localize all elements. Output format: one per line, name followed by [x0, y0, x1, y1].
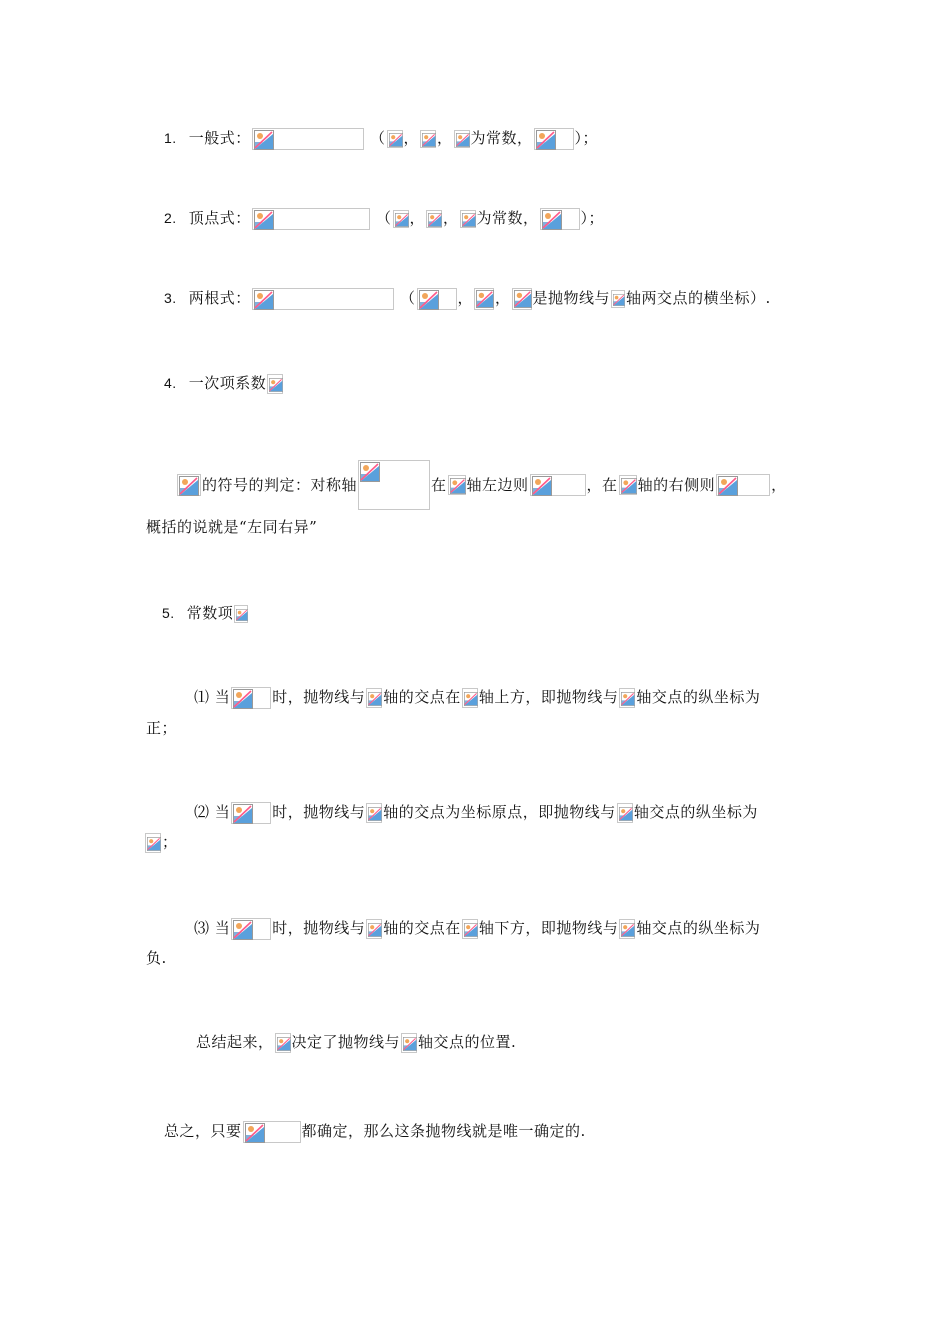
broken-image-icon [231, 918, 271, 940]
text: 轴的交点在 [383, 919, 461, 937]
text: （ [399, 289, 416, 307]
item-label: 一般式： [188, 129, 251, 147]
case-2-line [194, 802, 758, 824]
text: ）； [574, 129, 599, 147]
text: 总之，只要 [164, 1122, 242, 1140]
item-number: 2. [164, 210, 177, 226]
text: ， [403, 129, 420, 147]
item-label: 常数项 [186, 604, 234, 622]
case-number: ⑵ 当 [194, 803, 231, 821]
text: （ [369, 129, 386, 147]
text: 总结起来， [196, 1033, 274, 1051]
text: 轴的交点在 [383, 688, 461, 706]
text: 时，抛物线与 [272, 919, 366, 937]
item-number: 3. [164, 290, 177, 306]
broken-image-icon [619, 688, 635, 708]
broken-image-icon [420, 130, 436, 148]
text: （ [375, 209, 392, 227]
broken-image-icon [716, 474, 770, 496]
broken-image-icon [252, 208, 370, 230]
text: ， [771, 476, 787, 494]
broken-image-icon [252, 288, 394, 310]
broken-image-icon [474, 288, 494, 310]
text: 轴左边则 [466, 476, 529, 494]
text: 时，抛物线与 [272, 688, 366, 706]
broken-image-icon [275, 1033, 291, 1053]
broken-image-icon [460, 210, 476, 228]
item-vertex-form [164, 208, 604, 230]
broken-image-icon [177, 474, 201, 496]
broken-image-icon [530, 474, 586, 496]
text: ， [457, 289, 474, 307]
text: 在 [431, 476, 447, 494]
broken-image-icon [145, 833, 161, 853]
broken-image-icon [358, 460, 430, 510]
case-number: ⑶ 当 [194, 919, 231, 937]
item-linear-coefficient [164, 373, 284, 394]
case-3-line-2: 负. [146, 949, 167, 967]
case-number: ⑴ 当 [194, 688, 231, 706]
broken-image-icon [267, 374, 283, 394]
text: 轴交点的纵坐标为 [633, 803, 758, 821]
text: 轴交点的纵坐标为 [636, 919, 761, 937]
summary-line-1 [196, 1032, 516, 1053]
broken-image-icon [243, 1121, 301, 1143]
broken-image-icon [366, 688, 382, 708]
text: ）； [580, 209, 605, 227]
text: 时，抛物线与 [272, 803, 366, 821]
sign-judgement-line [176, 460, 787, 510]
broken-image-icon [534, 128, 574, 150]
text: ， [409, 209, 426, 227]
text: 是抛物线与 [532, 289, 611, 307]
item-number: 1. [164, 130, 177, 146]
item-label: 一次项系数 [188, 374, 267, 392]
item-two-root-form [164, 288, 771, 310]
text: 轴交点的纵坐标为 [636, 688, 761, 706]
broken-image-icon [231, 802, 271, 824]
text: ， [443, 209, 459, 227]
item-number: 5. [162, 605, 175, 621]
text: 轴上方，即抛物线与 [478, 688, 619, 706]
text: 决定了抛物线与 [291, 1033, 401, 1051]
case-3-line [194, 918, 760, 940]
sign-summary-line: 概括的说就是“左同右异” [146, 518, 318, 536]
broken-image-icon [401, 1033, 417, 1053]
broken-image-icon [454, 130, 470, 148]
case-1-line [194, 687, 760, 709]
broken-image-icon [234, 605, 248, 623]
broken-image-icon [462, 919, 478, 939]
text: 轴的右侧则 [637, 476, 716, 494]
broken-image-icon [617, 803, 633, 823]
item-constant-term [162, 603, 249, 623]
text: 为常数， [470, 129, 533, 147]
broken-image-icon [619, 475, 637, 495]
text: 的符号的判定：对称轴 [202, 476, 358, 494]
broken-image-icon [417, 288, 457, 310]
item-label: 顶点式： [188, 209, 251, 227]
broken-image-icon [611, 290, 625, 308]
broken-image-icon [619, 919, 635, 939]
text: ， [495, 289, 511, 307]
item-label: 两根式： [188, 289, 251, 307]
text: 为常数， [476, 209, 539, 227]
broken-image-icon [426, 210, 442, 228]
text: ，在 [586, 476, 618, 494]
text: 轴下方，即抛物线与 [478, 919, 619, 937]
broken-image-icon [366, 803, 382, 823]
text: 轴交点的位置. [418, 1033, 517, 1051]
text: ； [162, 833, 178, 851]
broken-image-icon [252, 128, 364, 150]
item-number: 4. [164, 375, 177, 391]
broken-image-icon [462, 688, 478, 708]
summary-line-2 [164, 1121, 586, 1143]
case-1-line-2: 正； [146, 719, 178, 737]
broken-image-icon [387, 130, 403, 148]
broken-image-icon [366, 919, 382, 939]
case-2-line-2 [144, 832, 178, 853]
item-general-form [164, 128, 598, 150]
broken-image-icon [512, 288, 532, 310]
broken-image-icon [448, 475, 466, 495]
text: 轴两交点的横坐标）. [626, 289, 771, 307]
broken-image-icon [393, 210, 409, 228]
broken-image-icon [540, 208, 580, 230]
text: 轴的交点为坐标原点，即抛物线与 [383, 803, 616, 821]
text: ， [437, 129, 453, 147]
text: 都确定，那么这条抛物线就是唯一确定的. [301, 1122, 586, 1140]
broken-image-icon [231, 687, 271, 709]
